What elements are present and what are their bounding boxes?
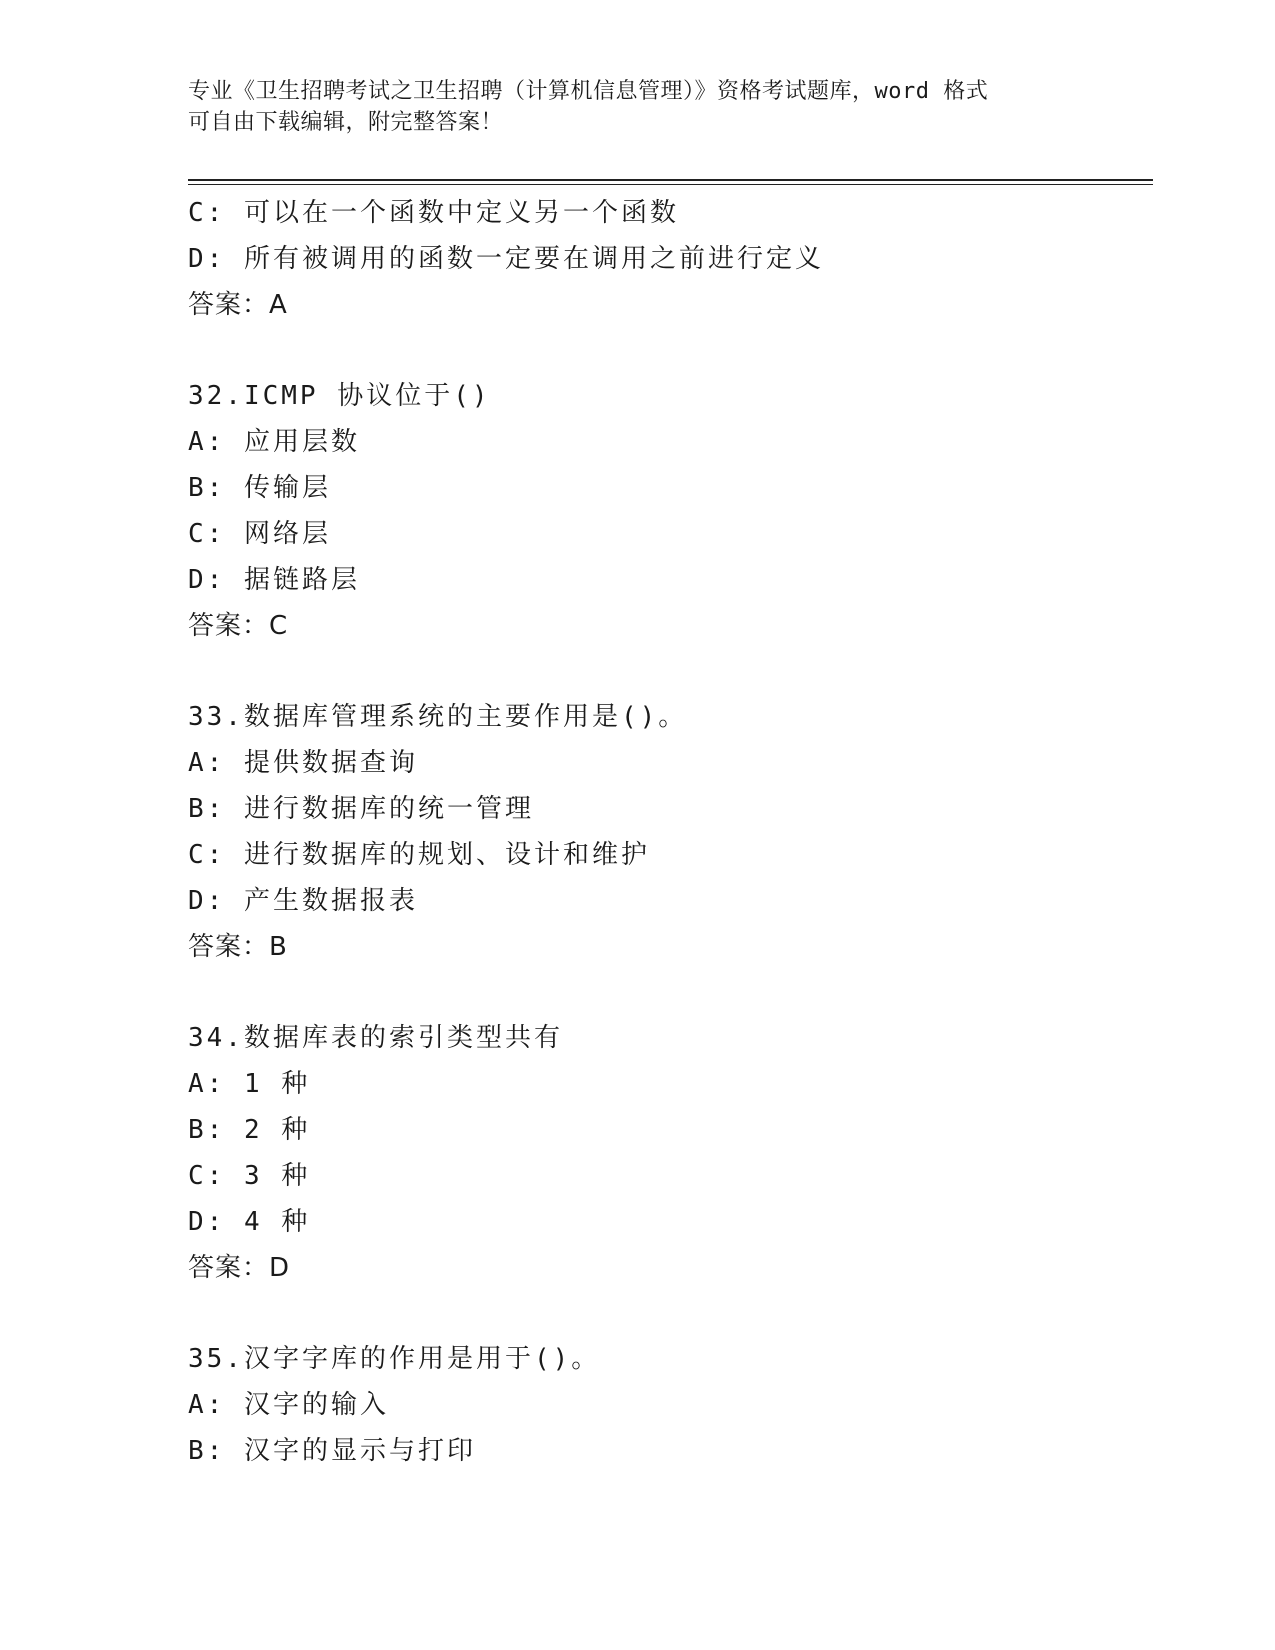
- answer-line: 答案：B: [188, 932, 288, 962]
- option-a: A: 提供数据查询: [188, 748, 418, 778]
- option-b: B: 传输层: [188, 473, 331, 503]
- option-d: D: 产生数据报表: [188, 886, 418, 916]
- option-b: B: 汉字的显示与打印: [188, 1436, 476, 1466]
- option-c: C: 3 种: [188, 1161, 311, 1191]
- header-divider-thick: [188, 179, 1153, 181]
- option-a: A: 应用层数: [188, 427, 360, 457]
- question-block-33: [188, 694, 1148, 970]
- option-d: D: 所有被调用的函数一定要在调用之前进行定义: [188, 244, 824, 274]
- option-b: B: 进行数据库的统一管理: [188, 794, 534, 824]
- document-header: [188, 76, 1088, 138]
- option-b: B: 2 种: [188, 1115, 311, 1145]
- option-a: A: 1 种: [188, 1069, 311, 1099]
- option-c: C: 进行数据库的规划、设计和维护: [188, 840, 650, 870]
- header-title-line-1: 专业《卫生招聘考试之卫生招聘（计算机信息管理）》资格考试题库，word 格式: [188, 79, 989, 104]
- spacer: [188, 649, 1148, 694]
- spacer: [188, 328, 1148, 373]
- header-title-line-2: 可自由下载编辑，附完整答案！: [188, 110, 504, 135]
- answer-line: 答案：D: [188, 1253, 291, 1283]
- answer-line: 答案：A: [188, 290, 288, 320]
- question-stem: 32.ICMP 协议位于(): [188, 381, 491, 411]
- question-stem: 35.汉字字库的作用是用于()。: [188, 1344, 601, 1374]
- question-block-35: [188, 1336, 1148, 1474]
- answer-line: 答案：C: [188, 611, 289, 641]
- option-d: D: 4 种: [188, 1207, 311, 1237]
- header-divider-thin: [188, 184, 1153, 185]
- question-stem: 34.数据库表的索引类型共有: [188, 1023, 563, 1053]
- question-block-34: [188, 1015, 1148, 1291]
- question-block-32: [188, 373, 1148, 649]
- option-c: C: 可以在一个函数中定义另一个函数: [188, 198, 679, 228]
- question-block-continued: [188, 190, 1148, 328]
- option-d: D: 据链路层: [188, 565, 360, 595]
- question-stem: 33.数据库管理系统的主要作用是()。: [188, 702, 688, 732]
- option-c: C: 网络层: [188, 519, 331, 549]
- spacer: [188, 1291, 1148, 1336]
- spacer: [188, 970, 1148, 1015]
- question-list: [188, 190, 1148, 1474]
- option-a: A: 汉字的输入: [188, 1390, 389, 1420]
